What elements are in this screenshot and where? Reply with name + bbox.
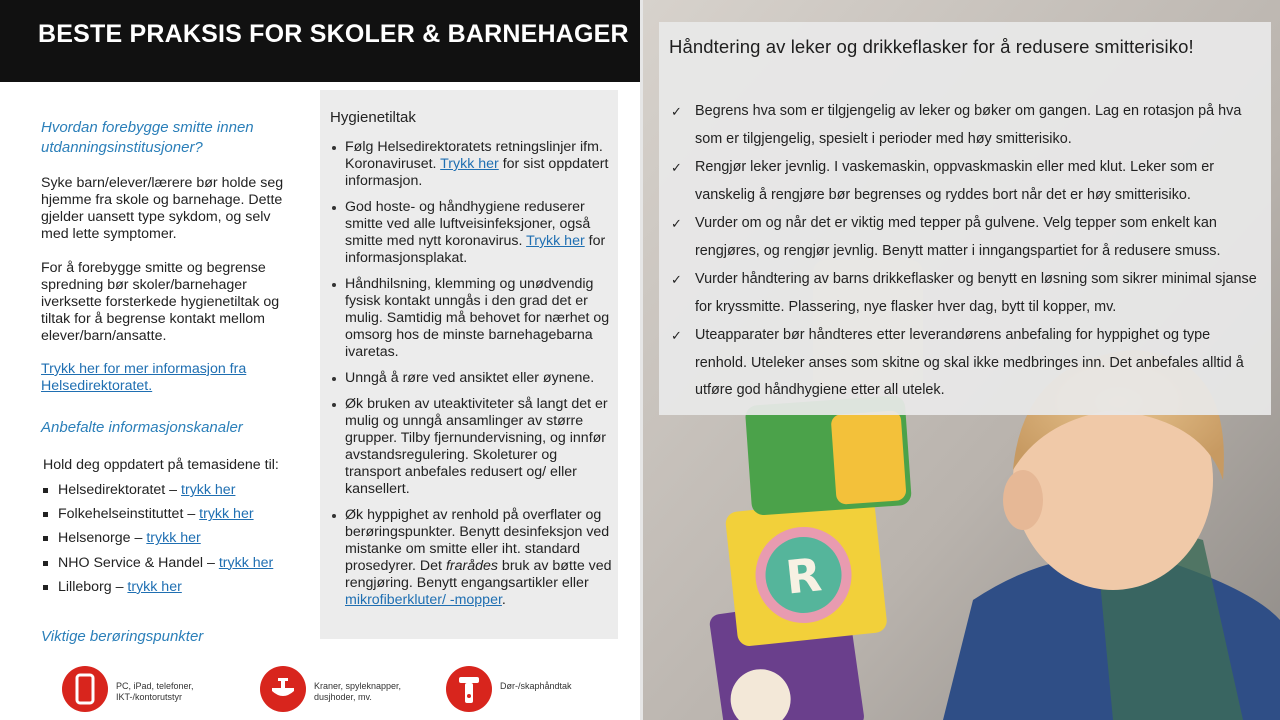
list-item (330, 199, 612, 267)
list-item (43, 480, 313, 504)
door-handle-icon (446, 666, 492, 712)
item-text: Følg Helsedirektoratets retningslinjer ifm. Koronaviruset. (345, 139, 603, 172)
item-text: God hoste- og håndhygiene reduserer smitte ved alle luftveisinfeksjoner, også smitte med nytt koronavirus. (345, 199, 591, 249)
trykk-her-link[interactable]: Trykk her (526, 233, 585, 249)
title-bar (0, 0, 640, 82)
item-text: Øk bruken av uteaktiviteter så langt det er mulig og unngå ansamlinger av større grupper. Tilby fjernundervisning, og innfør avstandsregulering. Skoleturer og transport anbefales redusert og/ eller kansellert. (345, 396, 608, 497)
bullet-icon (332, 206, 336, 210)
page-title: BESTE PRAKSIS FOR SKOLER & BARNEHAGER (38, 20, 629, 48)
check-icon: ✓ (671, 160, 682, 175)
channel-link[interactable]: trykk her (127, 578, 182, 595)
mikrofiber-link[interactable]: mikrofiberkluter/ -mopper (345, 592, 502, 608)
more-info-link[interactable]: Trykk her for mer informasjon fra Helsedirektoratet. (41, 361, 247, 394)
paragraph-prevention: For å forebygge smitte og begrense spredning bør skoler/barnehager iverksette forsterkede hygienetiltak og tiltak for å begrense kontakt mellom elever/barn/ansatte. (41, 260, 280, 344)
channel-link[interactable]: trykk her (181, 482, 236, 498)
item-text: Unngå å røre ved ansiktet eller øynene. (345, 370, 595, 386)
list-item (43, 504, 313, 528)
item-text: Vurder håndtering av barns drikkeflasker og benytt en løsning som sikrer minimal sjanse for kryssmitte. Plassering, nye flasker hver dag, bytt til kopper, mv. (695, 271, 1257, 315)
list-item (667, 322, 1263, 405)
list-item (43, 577, 313, 601)
list-item (330, 139, 612, 190)
item-text: Uteapparater bør håndteres etter leverandørens anbefaling for hyppighet og type renhold. Uteleker anses som skitne og skal ikke medbringes inn. Det anbefales alltid å utføre god håndhygiene etter all utelek. (695, 327, 1244, 398)
bullet-icon (43, 585, 48, 590)
trykk-her-link[interactable]: Trykk her (440, 156, 499, 172)
item-text: Rengjør leker jevnlig. I vaskemaskin, oppvaskmaskin eller med klut. Leker som er vanskelig å rengjøre bør begrenses og ryddes bort når det er høy smitterisiko. (695, 159, 1215, 203)
bullet-icon (43, 561, 48, 566)
question-heading: Hvordan forebygge smitte innen utdanningsinstitusjoner? (41, 119, 254, 156)
list-item (330, 276, 612, 361)
channel-link[interactable]: trykk her (199, 506, 254, 523)
item-text: . (501, 592, 506, 608)
channel-link[interactable]: trykk her (146, 530, 201, 547)
hygiene-list (330, 139, 612, 618)
toy-handling-list (667, 98, 1263, 406)
list-item (330, 507, 612, 609)
check-icon: ✓ (671, 328, 682, 343)
item-text: Begrens hva som er tilgjengelig av leker og bøker om gangen. Lag en rotasjon på hva som er tilgjengelig, spesielt i perioder med høy smitterisiko. (695, 103, 1242, 147)
bullet-icon (332, 514, 336, 518)
channels-list (43, 480, 313, 601)
channel-name: Helsedirektoratet – (58, 482, 182, 498)
list-item (667, 98, 1263, 153)
channel-link[interactable]: trykk her (218, 554, 274, 571)
item-text: bruk av bøtte ved rengjøring. Benytt engangsartikler eller (345, 558, 612, 591)
item-text: Øk hyppighet av renhold på overflater og berøringspunkter. Benytt desinfeksjon ved mistanke om smitte eller iht. standard prosedyrer. Det (345, 507, 610, 574)
hygiene-panel (320, 90, 618, 639)
bullet-icon (332, 377, 336, 381)
photo-panel (643, 0, 1280, 720)
list-item (43, 528, 313, 552)
phone-icon (62, 666, 108, 712)
item-emphasis: frarådes (445, 558, 498, 574)
touchpoint-label: Kraner, spyleknapper, dusjhoder, mv. (314, 681, 402, 702)
list-item (43, 553, 313, 577)
bullet-icon (332, 146, 336, 150)
list-item (330, 396, 612, 498)
item-text: Håndhilsning, klemming og unødvendig fysisk kontakt unngås i den grad det er mulig. Samtidig må behovet for nærhet og omsorg hos de minste barnehagebarna ivaretas. (345, 276, 610, 360)
item-text: for sist oppdatert informasjon. (345, 156, 609, 189)
item-text: for informasjonsplakat. (345, 233, 606, 266)
check-icon: ✓ (671, 272, 682, 287)
bullet-icon (43, 536, 48, 541)
channel-name: NHO Service & Handel – (58, 554, 219, 571)
bullet-icon (332, 403, 336, 407)
channel-name: Lilleborg – (58, 578, 128, 595)
toy-handling-title: Håndtering av leker og drikkeflasker for å redusere smitterisiko! (669, 36, 1194, 57)
touchpoint-label: Dør-/skaphåndtak (500, 681, 572, 691)
list-item (667, 266, 1263, 321)
check-icon: ✓ (671, 104, 682, 119)
channel-name: Helsenorge – (58, 530, 147, 547)
bullet-icon (43, 488, 48, 493)
faucet-icon (260, 666, 306, 712)
touchpoint-label: PC, iPad, telefoner, IKT-/kontorutstyr (116, 681, 194, 702)
block-letter: R (783, 547, 825, 605)
hygiene-title: Hygienetiltak (330, 109, 416, 126)
check-icon: ✓ (671, 216, 682, 231)
list-item (330, 370, 612, 387)
paragraph-sick-children: Syke barn/elever/lærere bør holde seg hjemme fra skole og barnehage. Dette gjelder uansett type sykdom, og selv med lette symptomer. (41, 175, 284, 242)
toy-handling-box (659, 22, 1271, 415)
channel-name: Folkehelseinstituttet – (58, 506, 200, 523)
item-text: Vurder om og når det er viktig med tepper på gulvene. Velg tepper som enkelt kan rengjøres, og rengjør jevnlig. Benytt matter i inngangspartiet for å redusere smuss. (695, 215, 1221, 259)
channels-heading: Anbefalte informasjonskanaler (41, 419, 243, 436)
bullet-icon (43, 512, 48, 517)
list-item (667, 154, 1263, 209)
list-item (667, 210, 1263, 265)
hold-updated-text: Hold deg oppdatert på temasidene til: (43, 457, 279, 473)
touchpoints-heading: Viktige berøringspunkter (41, 628, 204, 645)
bullet-icon (332, 283, 336, 287)
